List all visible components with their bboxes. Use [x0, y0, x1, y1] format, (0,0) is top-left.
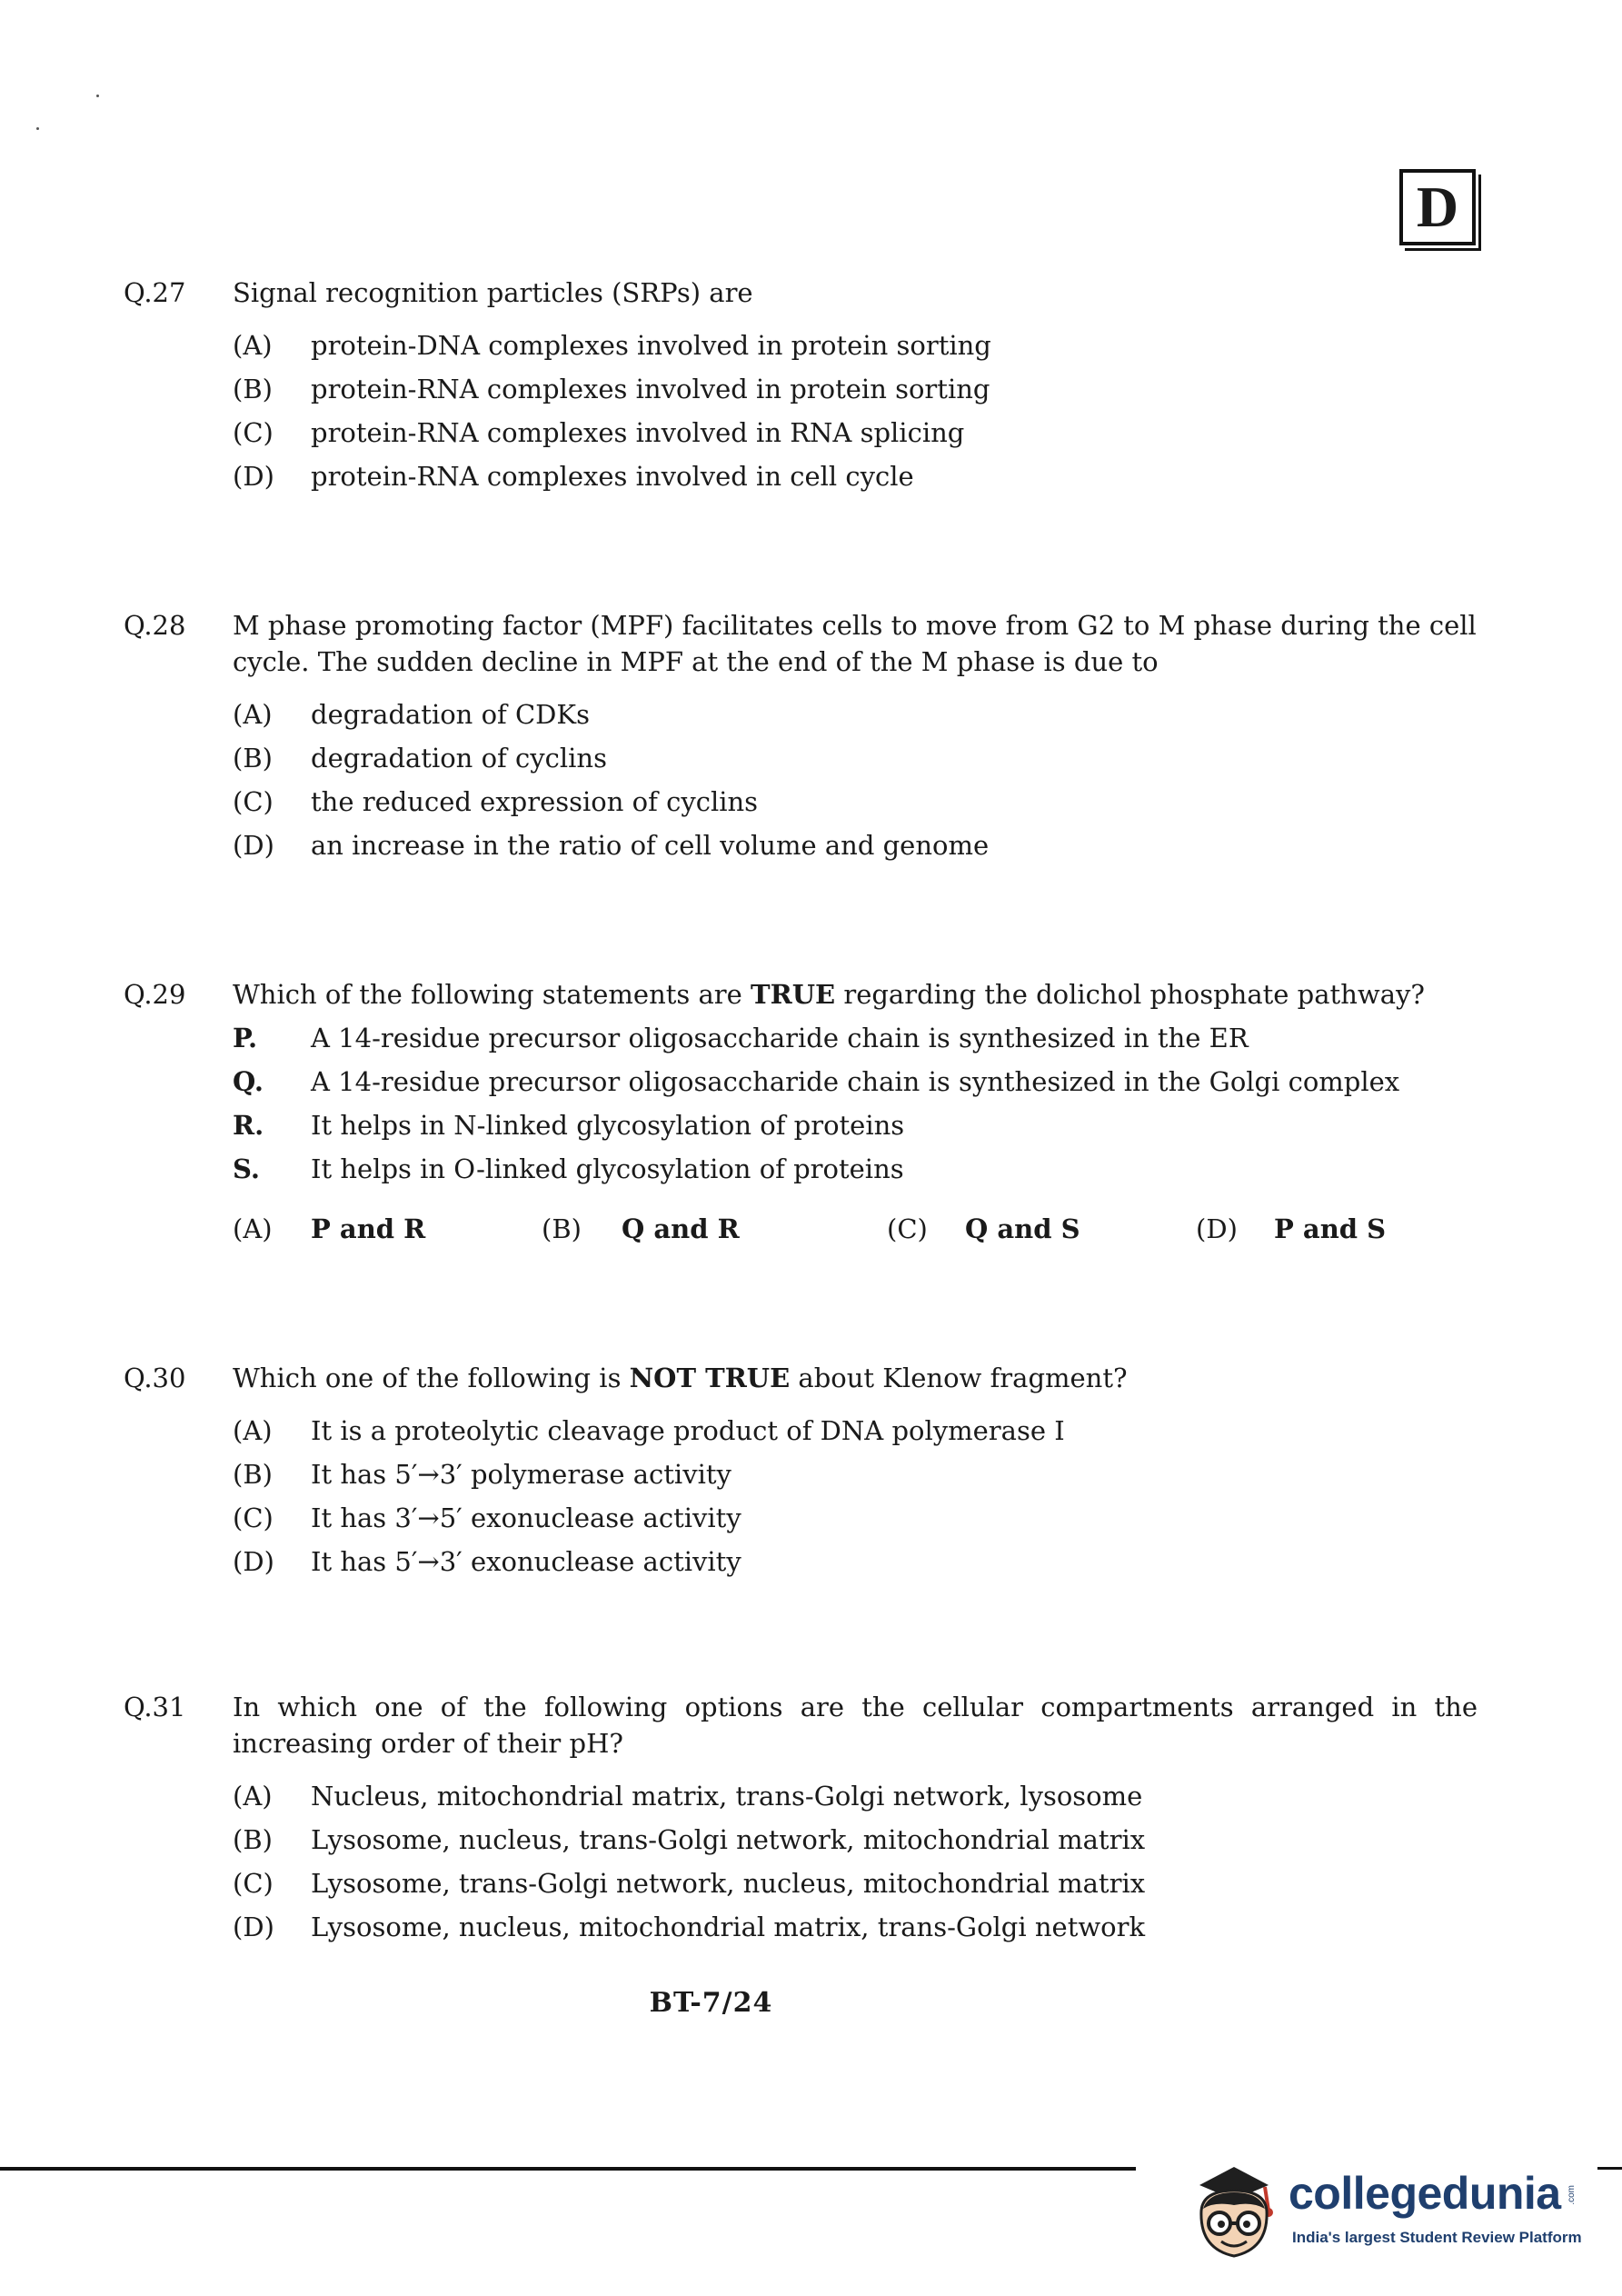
watermark-logo [1181, 2154, 1599, 2272]
question-text-part: regarding the dolichol phosphate pathway? [835, 979, 1425, 1010]
option-label: (A) [233, 1213, 273, 1244]
set-code-box [1399, 169, 1476, 245]
statement-text: A 14-residue precursor oligosaccharide chain is synthesized in the Golgi complex [311, 1066, 1400, 1097]
question-number: Q.29 [124, 979, 186, 1010]
question-31 [124, 1689, 1478, 1949]
statement-text: A 14-residue precursor oligosaccharide chain is synthesized in the ER [311, 1023, 1249, 1053]
option-label: (D) [233, 1546, 274, 1577]
footer-rule [0, 2167, 1136, 2171]
student-mascot-icon [1181, 2154, 1289, 2272]
option-text: Q and S [965, 1213, 1080, 1244]
option-c [233, 1496, 1478, 1540]
option-text: protein-DNA complexes involved in protein sorting [311, 330, 991, 361]
question-number: Q.30 [124, 1363, 186, 1393]
option-list [233, 1774, 1478, 1949]
option-label: (B) [233, 1824, 273, 1855]
option-label: (D) [233, 1912, 274, 1942]
option-d [233, 824, 1478, 867]
question-27 [124, 275, 1478, 498]
statement-s [233, 1147, 1478, 1191]
question-emphasis: NOT TRUE [629, 1363, 791, 1393]
brand-tagline: India's largest Student Review Platform [1292, 2229, 1582, 2246]
statement-label: P. [233, 1023, 258, 1053]
option-label: (D) [233, 830, 274, 861]
question-text: M phase promoting factor (MPF) facilitates cells to move from G2 to M phase during the cell cycle. The sudden decline in MPF at the end of the M phase is due to [233, 610, 1477, 677]
option-b [233, 1452, 1478, 1496]
option-row [233, 1207, 1478, 1251]
option-text: protein-RNA complexes involved in protein sorting [311, 374, 990, 404]
option-a [233, 1409, 1478, 1452]
question-emphasis: TRUE [751, 979, 836, 1010]
question-text [233, 976, 1478, 1013]
option-b [233, 736, 1478, 780]
option-text: Q and R [622, 1213, 740, 1244]
question-30 [124, 1360, 1478, 1583]
scan-speck [36, 127, 39, 130]
option-d [233, 454, 1478, 498]
option-label: (C) [233, 1868, 274, 1899]
option-label: (C) [887, 1213, 928, 1244]
question-text-part: Which of the following statements are [233, 979, 751, 1010]
page-code-text: BT-7/24 [649, 1987, 773, 2019]
option-text: degradation of CDKs [311, 699, 590, 730]
option-text: P and S [1274, 1213, 1387, 1244]
option-label: (A) [233, 1781, 273, 1812]
option-label: (C) [233, 1502, 274, 1533]
option-text: It has 5′→3′ exonuclease activity [311, 1546, 741, 1577]
option-d [233, 1905, 1478, 1949]
option-a [233, 693, 1478, 736]
option-list [233, 1409, 1478, 1583]
option-text: It is a proteolytic cleavage product of DNA polymerase I [311, 1415, 1065, 1446]
option-text: an increase in the ratio of cell volume and genome [311, 830, 990, 861]
option-text: P and R [311, 1213, 426, 1244]
option-a [233, 1774, 1478, 1818]
statement-label: S. [233, 1153, 261, 1184]
statement-text: It helps in N-linked glycosylation of proteins [311, 1110, 905, 1141]
option-label: (C) [233, 417, 274, 448]
statement-r [233, 1103, 1478, 1147]
statement-p [233, 1016, 1478, 1060]
option-d [1196, 1211, 1450, 1247]
option-list [233, 693, 1478, 867]
scan-speck [96, 95, 99, 97]
option-text: Lysosome, trans-Golgi network, nucleus, mitochondrial matrix [311, 1868, 1146, 1899]
statement-q [233, 1060, 1478, 1103]
option-text: the reduced expression of cyclins [311, 786, 759, 817]
question-28 [124, 607, 1478, 867]
statement-label: R. [233, 1110, 264, 1141]
question-text: In which one of the following options are the cellular compartments arranged in the increasing order of their pH? [233, 1692, 1478, 1759]
brand-name: collegedunia [1289, 2168, 1561, 2219]
option-text: Lysosome, nucleus, trans-Golgi network, mitochondrial matrix [311, 1824, 1146, 1855]
option-label: (D) [1196, 1213, 1238, 1244]
option-text: It has 5′→3′ polymerase activity [311, 1459, 731, 1490]
question-text: Signal recognition particles (SRPs) are [233, 277, 753, 308]
footer-rule-dash [1597, 2167, 1622, 2170]
statement-list [233, 1016, 1478, 1191]
option-a [233, 324, 1478, 367]
option-label: (B) [233, 743, 273, 774]
option-text: protein-RNA complexes involved in cell cycle [311, 461, 914, 492]
option-label: (A) [233, 1415, 273, 1446]
question-text-part: about Klenow fragment? [790, 1363, 1128, 1393]
option-text: Lysosome, nucleus, mitochondrial matrix, trans-Golgi network [311, 1912, 1146, 1942]
statement-text: It helps in O-linked glycosylation of proteins [311, 1153, 904, 1184]
option-label: (B) [233, 374, 273, 404]
statement-label: Q. [233, 1066, 264, 1097]
option-b [233, 1818, 1478, 1862]
question-number: Q.27 [124, 277, 186, 308]
option-label: (D) [233, 461, 274, 492]
page-code [0, 1987, 1622, 2019]
question-number: Q.28 [124, 610, 186, 641]
option-text: degradation of cyclins [311, 743, 607, 774]
question-number: Q.31 [124, 1692, 186, 1722]
option-label: (B) [233, 1459, 273, 1490]
option-c [233, 1862, 1478, 1905]
option-d [233, 1540, 1478, 1583]
option-text: protein-RNA complexes involved in RNA splicing [311, 417, 965, 448]
set-code: D [1416, 175, 1459, 239]
question-29 [124, 976, 1478, 1251]
option-b [233, 367, 1478, 411]
option-c [887, 1211, 1196, 1247]
option-label: (A) [233, 330, 273, 361]
option-label: (A) [233, 699, 273, 730]
option-list [233, 324, 1478, 498]
option-label: (B) [542, 1213, 582, 1244]
option-text: It has 3′→5′ exonuclease activity [311, 1502, 741, 1533]
option-text: Nucleus, mitochondrial matrix, trans-Golgi network, lysosome [311, 1781, 1143, 1812]
option-a [233, 1211, 542, 1247]
option-label: (C) [233, 786, 274, 817]
option-c [233, 411, 1478, 454]
question-text [233, 1360, 1478, 1396]
brand-suffix: .com [1567, 2185, 1577, 2205]
option-c [233, 780, 1478, 824]
option-b [542, 1211, 887, 1247]
question-text-part: Which one of the following is [233, 1363, 630, 1393]
